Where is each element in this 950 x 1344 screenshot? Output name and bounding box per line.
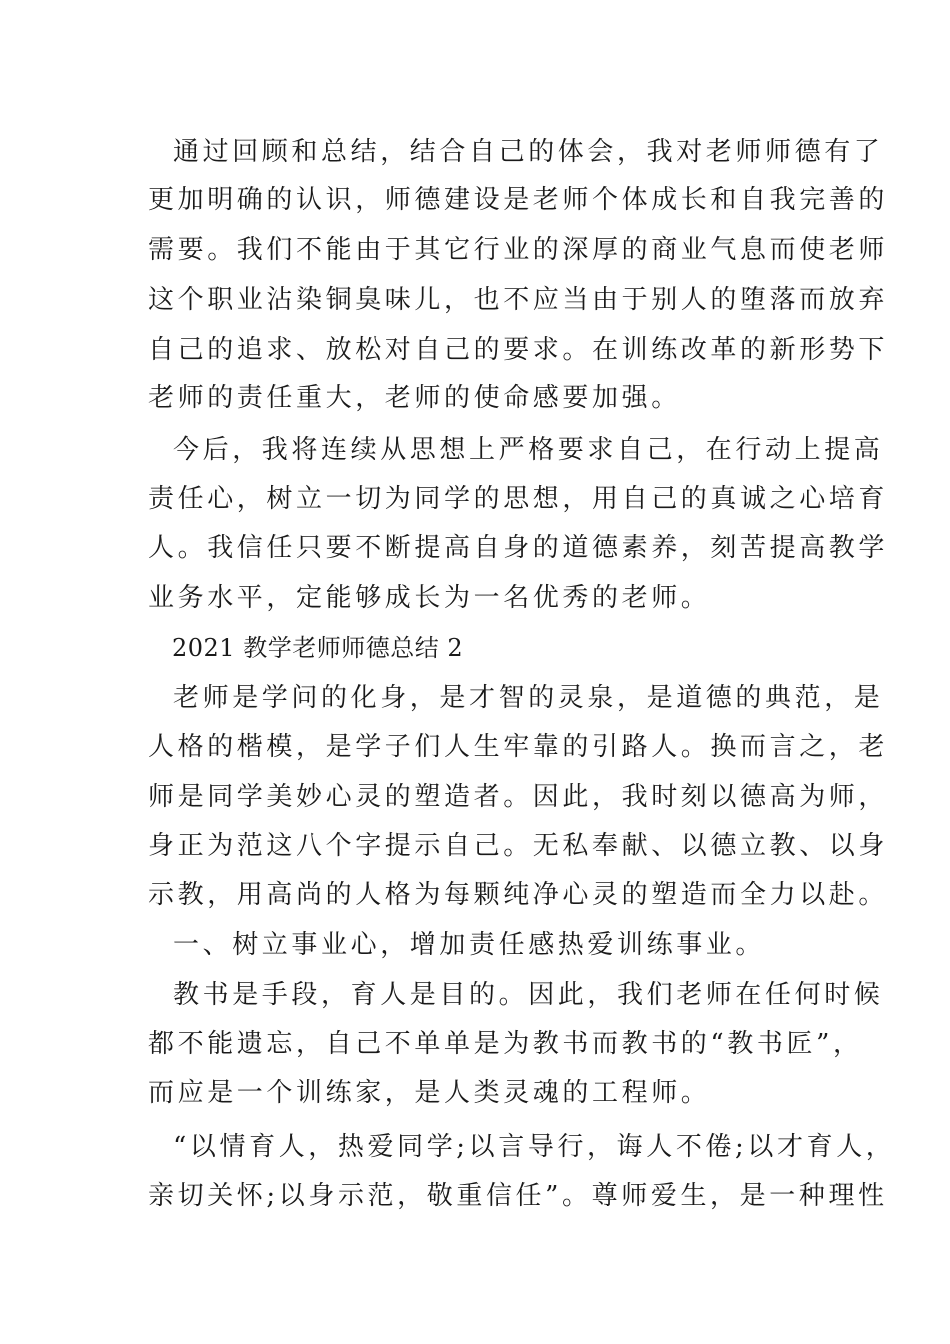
text-line: 需要。我们不能由于其它行业的深厚的商业气息而使老师	[148, 235, 889, 265]
text-line: 自己的追求、放松对自己的要求。在训练改革的新形势下	[148, 335, 889, 365]
text-line: “以情育人，热爱同学;以言导行，诲人不倦;以才育人，	[173, 1132, 896, 1162]
text-line: 身正为范这八个字提示自己。无私奉献、以德立教、以身	[148, 831, 889, 861]
section-subheading: 一、树立事业心，增加责任感热爱训练事业。	[173, 930, 766, 960]
text-line: 教书是手段，育人是目的。因此，我们老师在任何时候	[173, 980, 884, 1010]
text-line: 师是同学美妙心灵的塑造者。因此，我时刻以德高为师，	[148, 782, 889, 812]
text-line: 今后，我将连续从思想上严格要求自己，在行动上提高	[173, 435, 884, 465]
text-line: 亲切关怀;以身示范，敬重信任”。尊师爱生，是一种理性	[148, 1181, 888, 1211]
text-line: 人。我信任只要不断提高自身的道德素养，刻苦提高教学	[148, 533, 889, 563]
text-line: 示教，用高尚的人格为每颗纯净心灵的塑造而全力以赴。	[148, 880, 889, 910]
text-line: 责任心，树立一切为同学的思想，用自己的真诚之心培育	[148, 484, 889, 514]
text-line: 业务水平，定能够成长为一名优秀的老师。	[148, 583, 711, 613]
text-line: 而应是一个训练家，是人类灵魂的工程师。	[148, 1078, 711, 1108]
text-line: 更加明确的认识，师德建设是老师个体成长和自我完善的	[148, 185, 889, 215]
text-line: 通过回顾和总结，结合自己的体会，我对老师师德有了	[173, 137, 884, 167]
text-line: 人格的楷模，是学子们人生牢靠的引路人。换而言之，老	[148, 732, 889, 762]
text-line: 老师的责任重大，老师的使命感要加强。	[148, 383, 681, 413]
text-line: 老师是学问的化身，是才智的灵泉，是道德的典范，是	[173, 683, 884, 713]
text-line: 都不能遗忘，自己不单单是为教书而教书的“教书匠”，	[148, 1029, 863, 1059]
section-heading: 2021 教学老师师德总结 2	[172, 634, 464, 662]
text-line: 这个职业沾染铜臭味儿，也不应当由于别人的堕落而放弃	[148, 285, 889, 315]
